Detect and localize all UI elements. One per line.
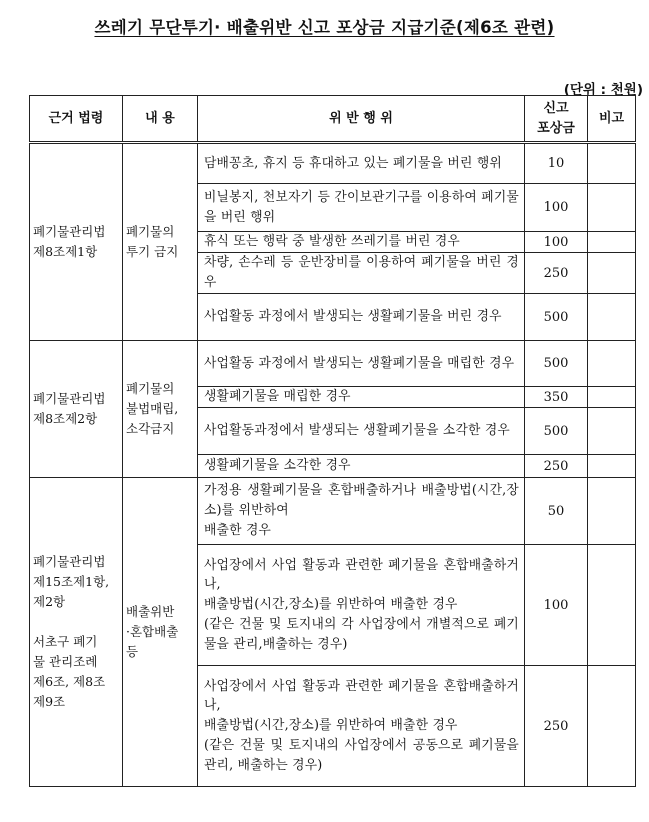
content-cell: 폐기물의 불법매립, 소각금지 xyxy=(123,341,198,478)
violation-cell: 휴식 또는 행락 중 발생한 쓰레기를 버린 경우 xyxy=(198,232,525,253)
note-cell xyxy=(588,294,636,341)
content-cell: 배출위반 ·혼합배출 등 xyxy=(123,478,198,787)
note-cell xyxy=(588,666,636,787)
amount-cell: 500 xyxy=(525,341,588,387)
note-cell xyxy=(588,232,636,253)
violation-cell: 사업활동과정에서 발생되는 생활폐기물을 소각한 경우 xyxy=(198,408,525,455)
violation-cell: 사업장에서 사업 활동과 관련한 폐기물을 혼합배출하거나, 배출방법(시간,장소)를 위반하여 배출한 경우 (같은 건물 및 토지내의 각 사업장에서 개별적으로 폐기물을 관리,배출하는 경우) xyxy=(198,545,525,666)
law-cell: 폐기물관리법 제8조제2항 xyxy=(30,341,123,478)
violation-cell: 사업활동 과정에서 발생되는 생활폐기물을 버린 경우 xyxy=(198,294,525,341)
table-header-row xyxy=(30,96,636,143)
violation-cell: 담배꽁초, 휴지 등 휴대하고 있는 폐기물을 버린 행위 xyxy=(198,143,525,184)
note-cell xyxy=(588,184,636,232)
table-row xyxy=(30,478,636,545)
note-cell xyxy=(588,387,636,408)
table-row xyxy=(30,341,636,387)
header-content: 내 용 xyxy=(123,96,198,143)
page-title: 쓰레기 무단투기· 배출위반 신고 포상금 지급기준(제6조 관련) xyxy=(94,18,555,37)
amount-cell: 100 xyxy=(525,184,588,232)
header-note: 비고 xyxy=(588,96,636,143)
violation-cell: 사업장에서 사업 활동과 관련한 폐기물을 혼합배출하거나, 배출방법(시간,장소)를 위반하여 배출한 경우 (같은 건물 및 토지내의 사업장에서 공동으로 폐기물을 관리, 배출하는 경우) xyxy=(198,666,525,787)
note-cell xyxy=(588,341,636,387)
amount-cell: 10 xyxy=(525,143,588,184)
amount-cell: 100 xyxy=(525,232,588,253)
amount-cell: 250 xyxy=(525,253,588,294)
note-cell xyxy=(588,143,636,184)
amount-cell: 250 xyxy=(525,455,588,478)
law-cell: 폐기물관리법 제15조제1항, 제2항 서초구 폐기 물 관리조례 제6조, 제8조 제9조 xyxy=(30,478,123,787)
violation-cell: 사업활동 과정에서 발생되는 생활폐기물을 매립한 경우 xyxy=(198,341,525,387)
violation-cell: 차량, 손수레 등 운반장비를 이용하여 폐기물을 버린 경우 xyxy=(198,253,525,294)
amount-cell: 500 xyxy=(525,408,588,455)
amount-cell: 500 xyxy=(525,294,588,341)
amount-cell: 350 xyxy=(525,387,588,408)
header-amount: 신고 포상금 xyxy=(525,96,588,143)
note-cell xyxy=(588,455,636,478)
header-violation: 위 반 행 위 xyxy=(198,96,525,143)
amount-cell: 50 xyxy=(525,478,588,545)
violation-cell: 생활폐기물을 소각한 경우 xyxy=(198,455,525,478)
note-cell xyxy=(588,253,636,294)
note-cell xyxy=(588,545,636,666)
note-cell xyxy=(588,478,636,545)
table-row xyxy=(30,143,636,184)
amount-cell: 250 xyxy=(525,666,588,787)
note-cell xyxy=(588,408,636,455)
content-cell: 폐기물의 투기 금지 xyxy=(123,143,198,341)
violation-cell: 생활폐기물을 매립한 경우 xyxy=(198,387,525,408)
unit-label: (단위 : 천원) xyxy=(563,82,643,98)
reward-criteria-table xyxy=(29,95,636,787)
amount-cell: 100 xyxy=(525,545,588,666)
violation-cell: 가정용 생활폐기물을 혼합배출하거나 배출방법(시간,장소)를 위반하여 배출한 경우 xyxy=(198,478,525,545)
law-cell: 폐기물관리법 제8조제1항 xyxy=(30,143,123,341)
violation-cell: 비닐봉지, 천보자기 등 간이보관기구를 이용하여 폐기물을 버린 행위 xyxy=(198,184,525,232)
header-law: 근거 법령 xyxy=(30,96,123,143)
